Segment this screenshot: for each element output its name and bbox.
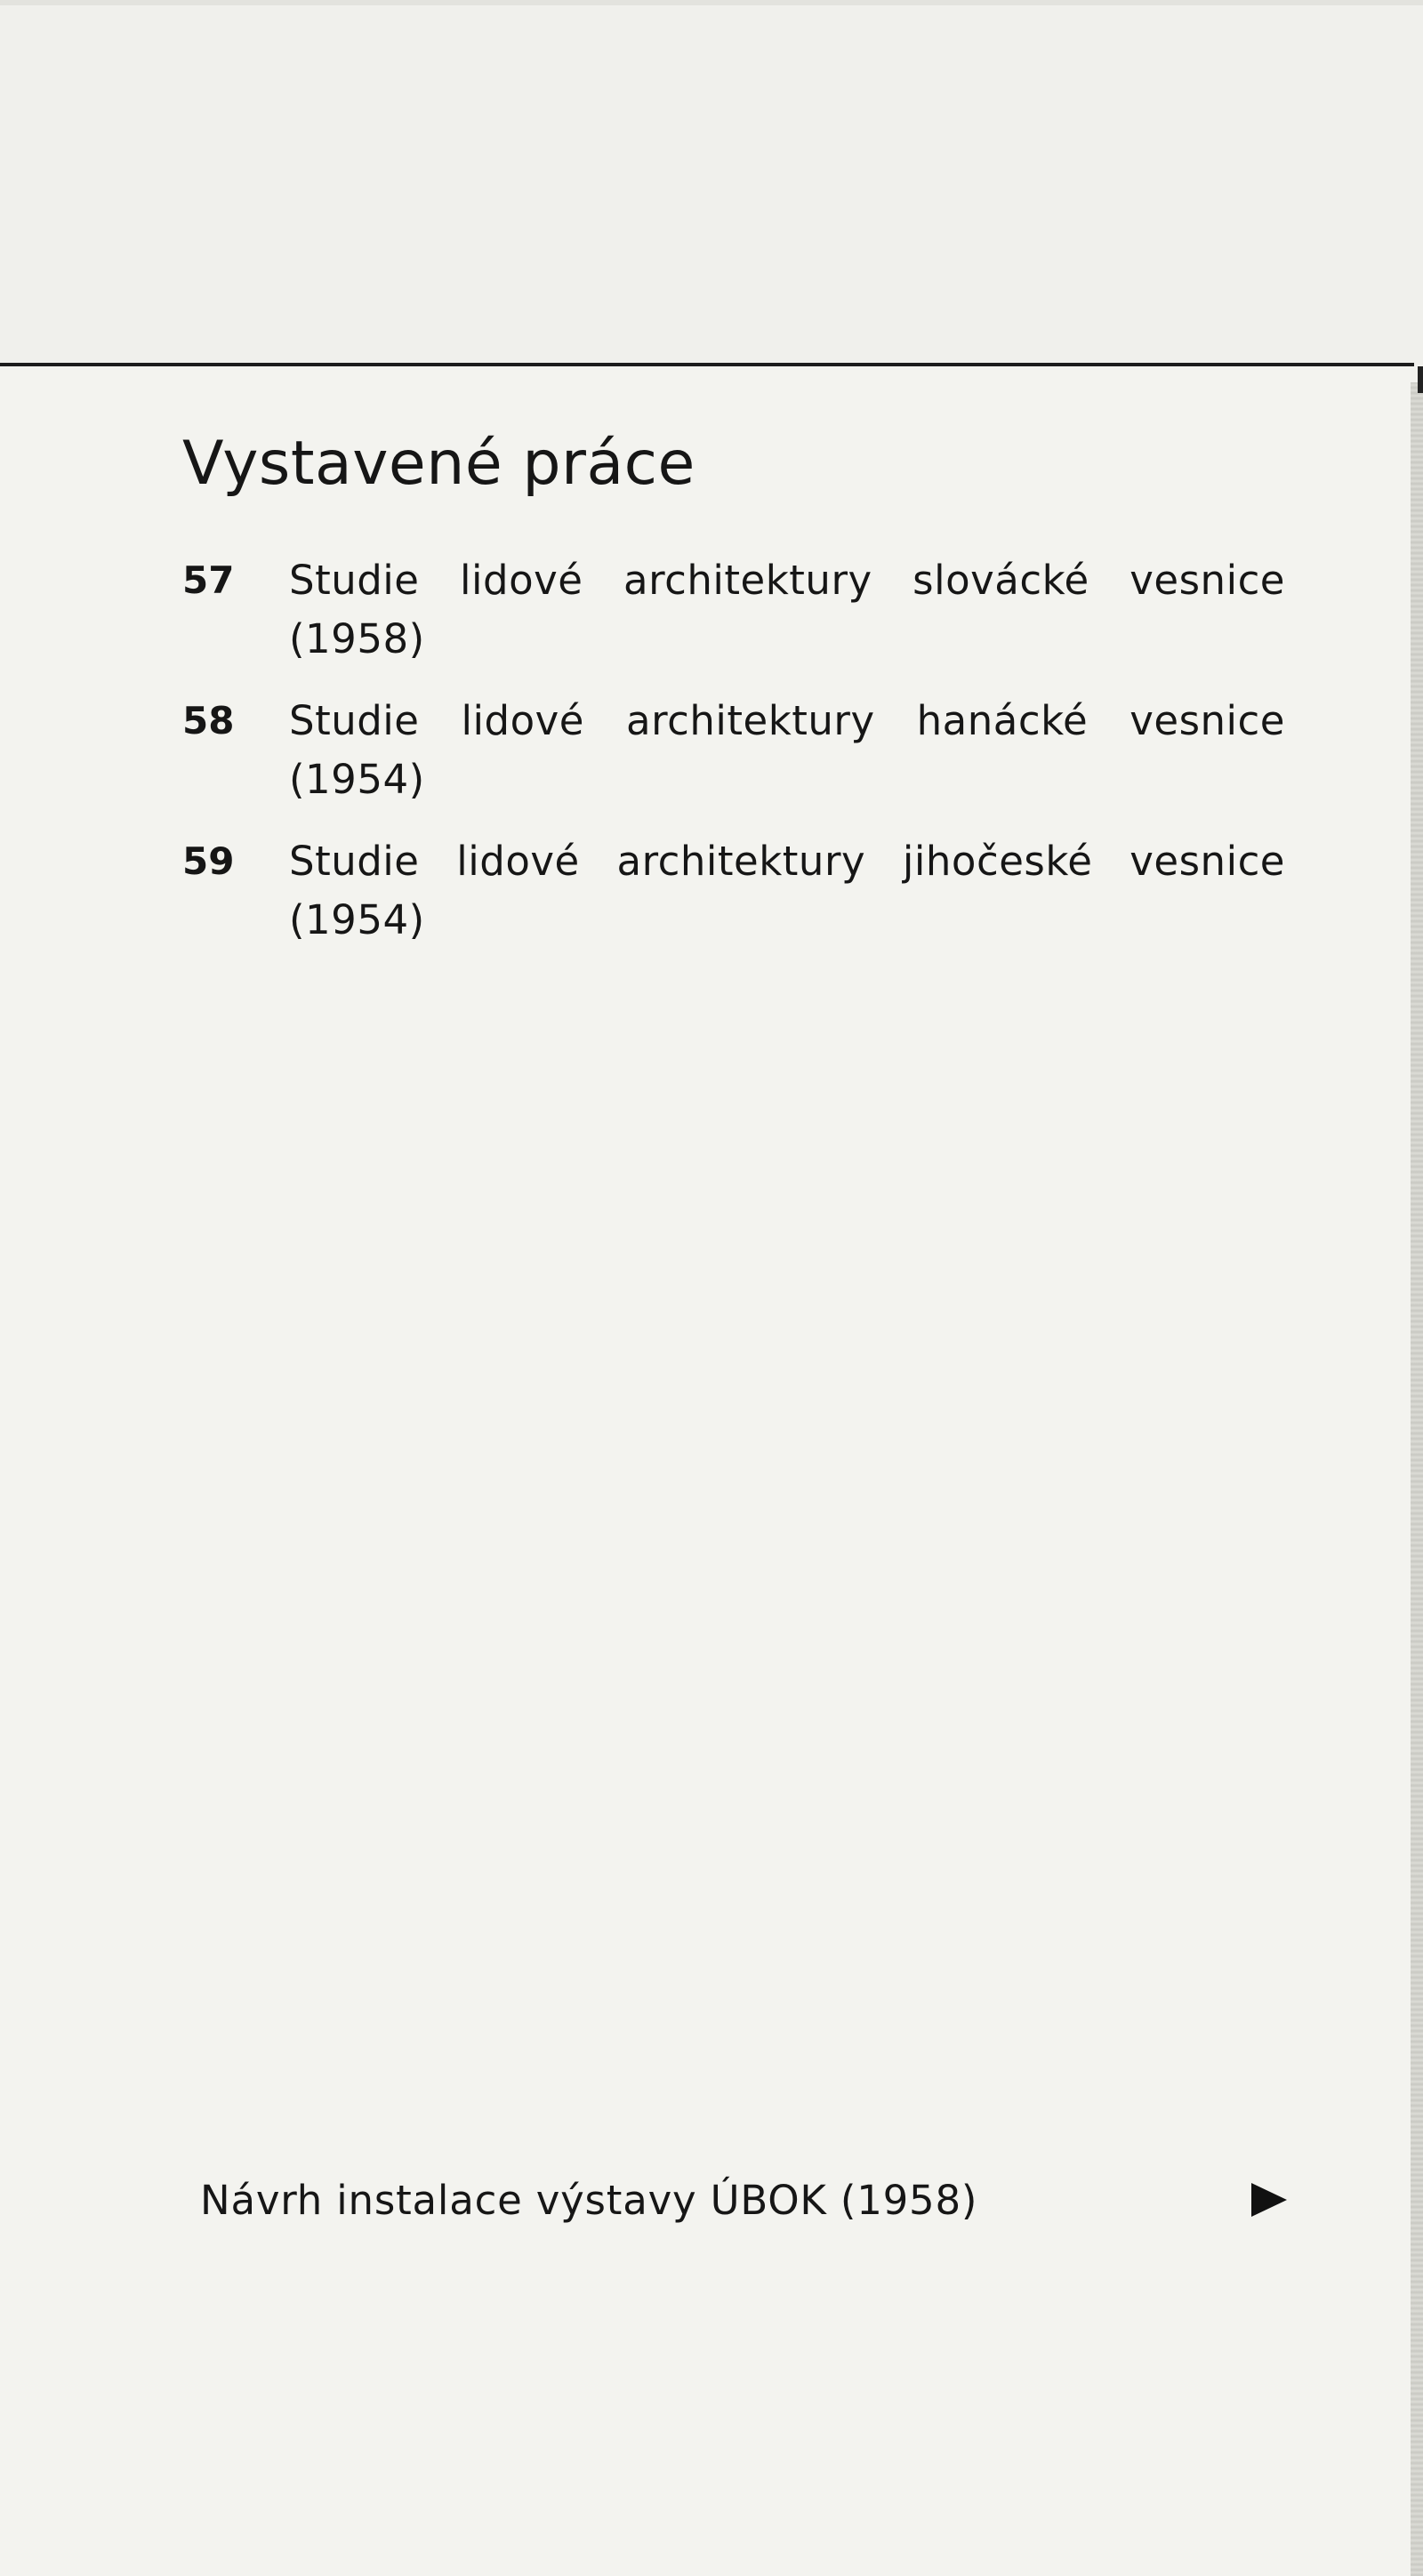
work-title: Studie lidové architektury slovácké vesnice (1958) — [289, 557, 1285, 662]
work-title: Studie lidové architektury jihočeské vesnice (1954) — [289, 838, 1285, 943]
image-caption: Návrh instalace výstavy ÚBOK (1958) — [200, 2177, 978, 2224]
previous-page-flap — [0, 0, 1423, 365]
work-number: 59 — [182, 839, 235, 883]
triangle-right-icon — [1251, 2183, 1287, 2217]
work-number: 58 — [182, 699, 235, 742]
work-item — [182, 692, 1285, 809]
work-title: Studie lidové architektury hanácké vesnice (1954) — [289, 697, 1285, 803]
binding-edge — [1411, 382, 1423, 2576]
top-edge — [0, 0, 1423, 5]
work-number: 57 — [182, 558, 235, 602]
exhibited-works-list — [182, 551, 1285, 973]
binding-edge-shadow — [1418, 366, 1423, 393]
section-heading: Vystavené práce — [182, 429, 695, 499]
work-item — [182, 832, 1285, 950]
work-item — [182, 551, 1285, 669]
